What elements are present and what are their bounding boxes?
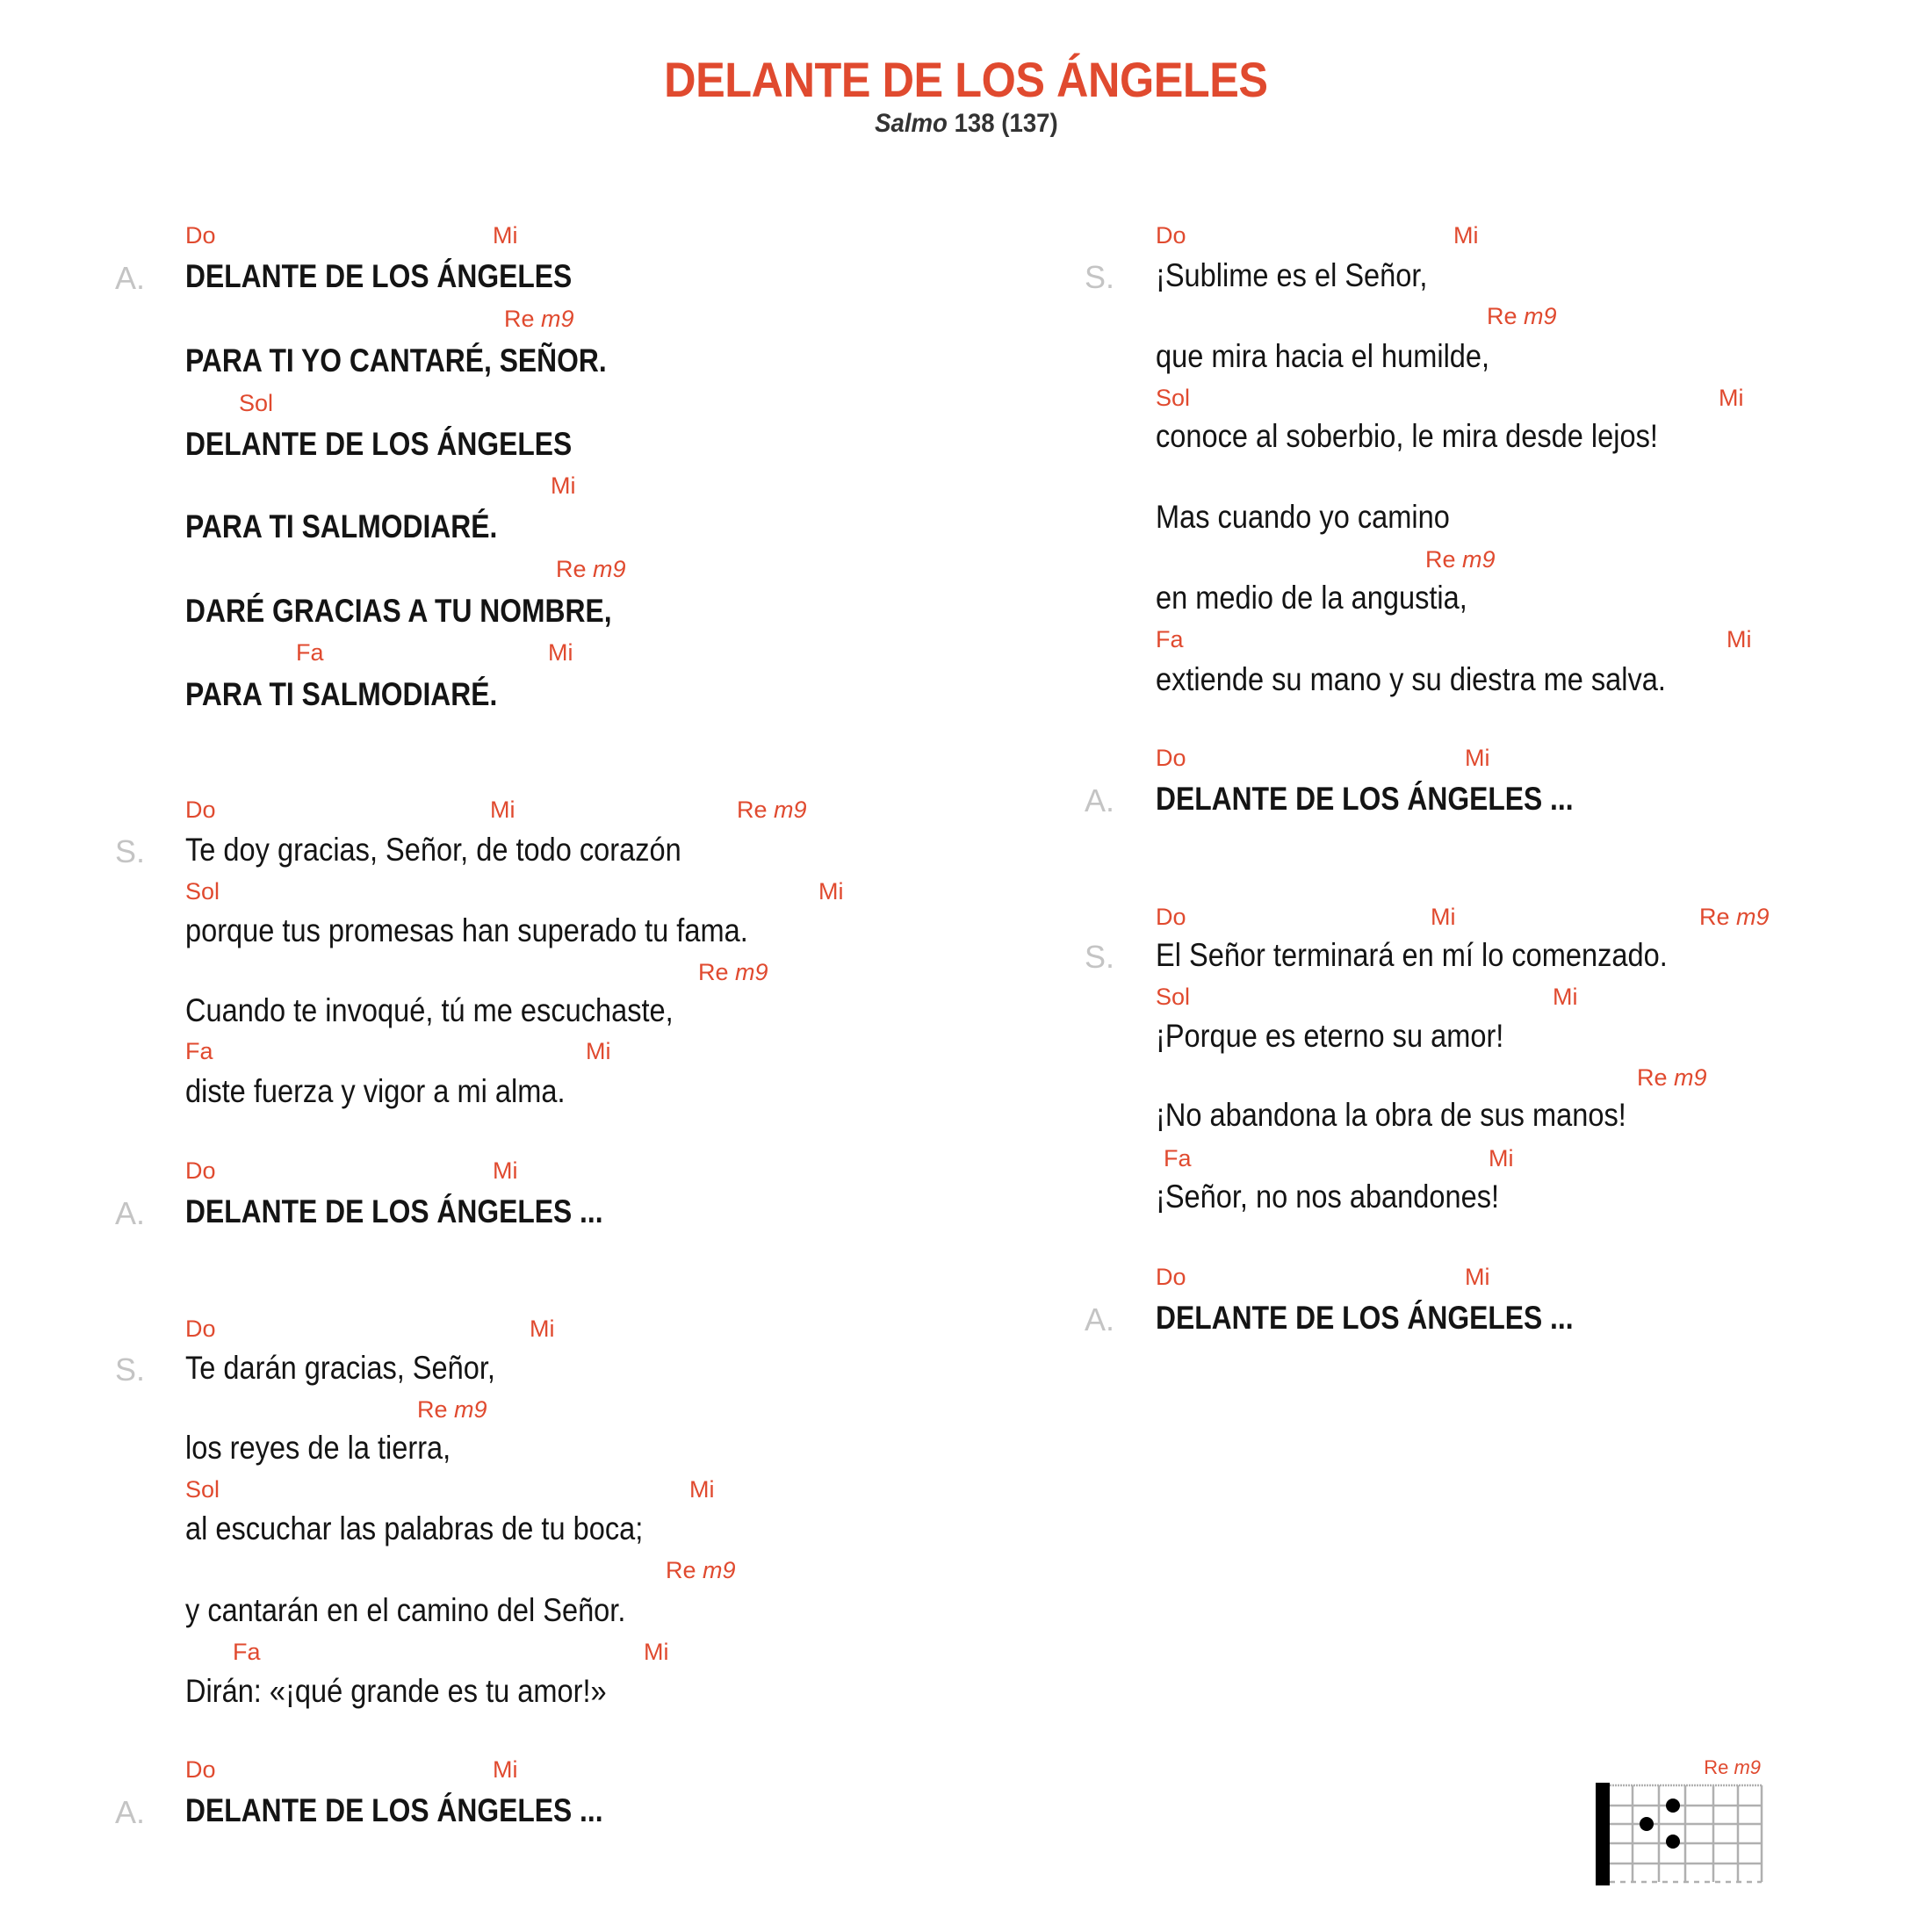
chord-label: [1156, 386, 1190, 410]
chord-label: [185, 1317, 216, 1341]
lyric-line: que mira hacia el humilde,: [1156, 338, 1490, 374]
chord-root: Re: [1487, 303, 1517, 329]
chord-root: Do: [185, 222, 216, 249]
chord-label: [1699, 905, 1770, 929]
chord-root: Do: [185, 797, 216, 823]
chord-modifier: m9: [593, 556, 626, 582]
fretboard-icon: [1596, 1756, 1771, 1897]
chord-modifier: m9: [1736, 904, 1770, 930]
chord-root: Mi: [1553, 984, 1578, 1010]
chord-root: Mi: [1465, 1264, 1490, 1290]
lyric-line: diste fuerza y vigor a mi alma.: [185, 1073, 566, 1109]
chord-root: Mi: [586, 1038, 611, 1064]
chord-modifier: m9: [1524, 303, 1557, 329]
chord-root: Mi: [493, 1157, 518, 1184]
chord-root: Do: [1156, 222, 1186, 249]
chord-label: [504, 307, 574, 331]
chord-label: [1487, 305, 1557, 328]
chord-root: Re: [556, 556, 587, 582]
song-title-text: DELANTE DE LOS ÁNGELES: [664, 52, 1268, 107]
chord-label: [1164, 1147, 1192, 1171]
chord-root: Do: [185, 1756, 216, 1783]
chord-root: Mi: [1465, 745, 1490, 771]
chord-modifier: m9: [454, 1396, 487, 1423]
chord-label: [1156, 1265, 1186, 1289]
chord-diagram: [1596, 1756, 1771, 1897]
chord-root: Do: [1156, 1264, 1186, 1290]
chord-root: Do: [185, 1157, 216, 1184]
chord-root: Mi: [493, 1756, 518, 1783]
chord-root: Sol: [185, 1476, 220, 1503]
antiphon-line: DELANTE DE LOS ÁNGELES: [185, 426, 573, 462]
chord-root: Sol: [1156, 385, 1191, 411]
chord-label: [185, 880, 220, 904]
lyric-line: Cuando te invoqué, tú me escuchaste,: [185, 992, 674, 1028]
chord-label: [1156, 224, 1186, 248]
chord-label: [185, 1159, 216, 1183]
chord-label: [666, 1559, 736, 1582]
chord-modifier: m9: [1674, 1064, 1707, 1091]
chord-root: Do: [1156, 745, 1186, 771]
chord-modifier: m9: [541, 306, 574, 332]
chord-modifier: m9: [1462, 546, 1496, 573]
chord-label: [689, 1478, 715, 1502]
chord-root: Sol: [1156, 984, 1191, 1010]
chord-diagram-root: Re: [1704, 1756, 1729, 1778]
song-subtitle: [0, 109, 1932, 139]
chord-root: Do: [1156, 904, 1186, 930]
lyric-line: en medio de la angustia,: [1156, 580, 1467, 616]
chord-root: Re: [737, 797, 768, 823]
chord-root: Sol: [239, 390, 274, 416]
chord-label: [493, 1758, 518, 1782]
section-label: A.: [115, 260, 146, 296]
antiphon-line: PARA TI SALMODIARÉ.: [185, 676, 498, 712]
chord-label: [1553, 985, 1578, 1009]
chord-label: [185, 798, 216, 822]
chord-root: Re: [1425, 546, 1456, 573]
chord-root: Fa: [233, 1639, 261, 1665]
chord-label: [185, 1040, 213, 1063]
chord-label: [417, 1398, 487, 1422]
chord-label: [185, 1758, 216, 1782]
section-label: A.: [1085, 782, 1115, 818]
chord-root: Sol: [185, 878, 220, 905]
chord-label: [185, 224, 216, 248]
chord-diagram-modifier: m9: [1734, 1756, 1761, 1778]
section-label: S.: [115, 1352, 146, 1388]
chord-modifier: m9: [774, 797, 807, 823]
antiphon-line: DELANTE DE LOS ÁNGELES ...: [185, 1193, 603, 1229]
chord-label: [1465, 746, 1490, 770]
chord-label: [296, 641, 324, 665]
chord-label: [1719, 386, 1744, 410]
chord-label: [493, 224, 518, 248]
lyric-line: los reyes de la tierra,: [185, 1430, 451, 1466]
chord-label: [493, 1159, 518, 1183]
section-label: S.: [1085, 939, 1115, 975]
lyric-line: El Señor terminará en mí lo comenzado.: [1156, 937, 1668, 973]
chord-label: [1727, 628, 1752, 652]
antiphon-line: DELANTE DE LOS ÁNGELES ...: [1156, 1300, 1574, 1336]
lyric-line: al escuchar las palabras de tu boca;: [185, 1510, 644, 1546]
chord-root: Mi: [530, 1316, 555, 1342]
lyric-line: porque tus promesas han superado tu fama.: [185, 912, 748, 948]
lyric-line: conoce al soberbio, le mira desde lejos!: [1156, 418, 1658, 454]
chord-modifier: m9: [703, 1557, 736, 1583]
chord-label: [644, 1640, 669, 1664]
chord-root: Fa: [1156, 626, 1184, 652]
chord-root: Re: [1699, 904, 1730, 930]
chord-root: Mi: [1453, 222, 1479, 249]
lyric-line: extiende su mano y su diestra me salva.: [1156, 661, 1666, 697]
section-label: S.: [1085, 259, 1115, 295]
subtitle-wrap: [875, 109, 1058, 139]
chord-root: Re: [504, 306, 535, 332]
chord-root: Mi: [490, 797, 515, 823]
chord-label: [490, 798, 515, 822]
chord-label: [1156, 746, 1186, 770]
lyric-line: ¡Porque es eterno su amor!: [1156, 1018, 1504, 1054]
chord-label: [1465, 1265, 1490, 1289]
chord-label: [1637, 1066, 1707, 1090]
chord-label: [1453, 224, 1479, 248]
antiphon-line: DELANTE DE LOS ÁNGELES ...: [1156, 781, 1574, 817]
chord-root: Re: [1637, 1064, 1668, 1091]
section-label: A.: [115, 1794, 146, 1830]
antiphon-line: PARA TI YO CANTARÉ, SEÑOR.: [185, 342, 607, 378]
chord-root: Mi: [493, 222, 518, 249]
chord-root: Re: [698, 959, 729, 985]
chord-modifier: m9: [735, 959, 768, 985]
lyric-line: Te darán gracias, Señor,: [185, 1350, 495, 1386]
section-label: S.: [115, 833, 146, 869]
chord-root: Mi: [644, 1639, 669, 1665]
chord-label: [586, 1040, 611, 1063]
chord-label: [698, 961, 768, 984]
chord-root: Re: [417, 1396, 448, 1423]
chord-root: Do: [185, 1316, 216, 1342]
psalm-reference: 138 (137): [954, 109, 1058, 138]
lyric-line: ¡Señor, no nos abandones!: [1156, 1179, 1500, 1215]
chord-label: [1156, 985, 1190, 1009]
lyric-line: ¡No abandona la obra de sus manos!: [1156, 1097, 1626, 1133]
antiphon-line: PARA TI SALMODIARÉ.: [185, 508, 498, 544]
chord-label: [737, 798, 807, 822]
chord-root: Re: [666, 1557, 696, 1583]
chord-label: [1431, 905, 1456, 929]
chord-label: [1489, 1147, 1514, 1171]
chord-root: Mi: [1727, 626, 1752, 652]
chord-label: [548, 641, 573, 665]
chord-root: Mi: [1489, 1145, 1514, 1171]
section-label: A.: [115, 1195, 146, 1231]
lyric-line: y cantarán en el camino del Señor.: [185, 1592, 626, 1628]
chord-label: [556, 558, 626, 581]
chord-label: [1156, 628, 1184, 652]
chord-label: [239, 392, 273, 415]
chord-root: Fa: [1164, 1145, 1192, 1171]
section-label: A.: [1085, 1301, 1115, 1337]
lyric-line: Te doy gracias, Señor, de todo corazón: [185, 832, 681, 868]
chord-root: Mi: [1719, 385, 1744, 411]
lyric-line: Mas cuando yo camino: [1156, 499, 1450, 535]
chord-root: Mi: [818, 878, 844, 905]
song-title: [0, 51, 1932, 108]
chord-label: [185, 1478, 220, 1502]
chord-label: [233, 1640, 261, 1664]
chord-root: Mi: [551, 472, 576, 499]
antiphon-line: DELANTE DE LOS ÁNGELES ...: [185, 1792, 603, 1828]
chord-root: Mi: [1431, 904, 1456, 930]
antiphon-line: DARÉ GRACIAS A TU NOMBRE,: [185, 593, 612, 629]
chord-root: Mi: [689, 1476, 715, 1503]
chord-label: [1425, 548, 1496, 572]
lyric-line: Dirán: «¡qué grande es tu amor!»: [185, 1673, 607, 1709]
chord-root: Fa: [185, 1038, 213, 1064]
chord-label: [818, 880, 844, 904]
psalm-book: Salmo: [874, 109, 948, 138]
chord-label: [1156, 905, 1186, 929]
chord-root: Mi: [548, 639, 573, 666]
chord-label: [551, 474, 576, 498]
chord-label: [530, 1317, 555, 1341]
chord-root: Fa: [296, 639, 324, 666]
lyric-line: ¡Sublime es el Señor,: [1156, 257, 1428, 293]
antiphon-line: DELANTE DE LOS ÁNGELES: [185, 258, 573, 294]
